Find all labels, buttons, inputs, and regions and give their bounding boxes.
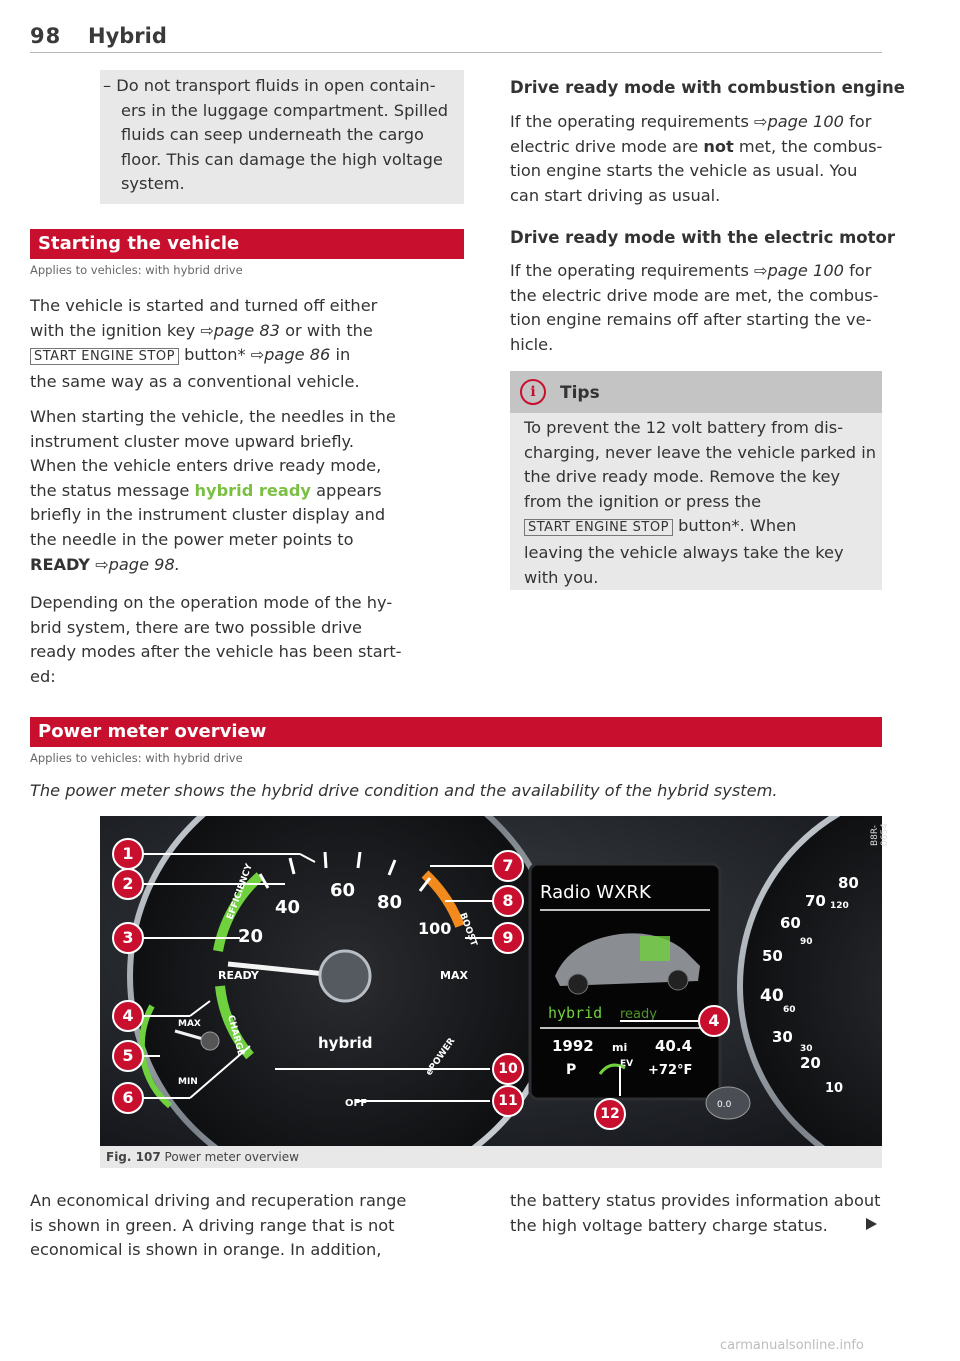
callout-3: 3 bbox=[112, 922, 144, 954]
dial-label-60: 60 bbox=[330, 880, 356, 901]
power-meter-title-bar: Power meter overview bbox=[30, 717, 882, 747]
charge-label: CHARGE bbox=[225, 1014, 246, 1057]
warning-bullet-text: – Do not transport fluids in open contain- ers in the luggage compartment. Spilled fluids can seep underneath the cargo floor. This can damage the high voltage system. bbox=[103, 76, 449, 194]
electric-heading: Drive ready mode with the electric motor bbox=[510, 228, 895, 247]
fuel-min-label: MIN bbox=[178, 1077, 198, 1087]
display-radio: Radio WXRK bbox=[540, 882, 651, 903]
speedo-50: 50 bbox=[762, 947, 783, 965]
callout-12: 12 bbox=[594, 1098, 626, 1130]
display-odometer: 1992 bbox=[552, 1037, 594, 1055]
watermark: carmanualsonline.info bbox=[720, 1338, 864, 1353]
instrument-cluster-illustration bbox=[100, 816, 882, 1146]
max-mark: MAX bbox=[440, 969, 468, 982]
speedo-90: 90 bbox=[800, 937, 813, 947]
figure-107 bbox=[100, 816, 890, 1146]
reset-button-label: 0.0 bbox=[717, 1100, 732, 1110]
speedo-20: 20 bbox=[800, 1054, 821, 1072]
dial-label-20: 20 bbox=[238, 926, 264, 947]
bottom-right-para: the battery status provides information about the high voltage battery charge status. bbox=[510, 1191, 881, 1235]
starting-para-2: When starting the vehicle, the needles in the instrument cluster move upward briefly. When the vehicle enters drive ready mode, the status message hybrid ready appears briefly in the instrument cluster display and the needle in the power meter points to READY ⇨page 98. bbox=[30, 407, 396, 574]
hybrid-ready-message: hybrid ready bbox=[194, 480, 311, 500]
starting-title-bar: Starting the vehicle bbox=[30, 229, 464, 259]
speedo-60-small: 60 bbox=[783, 1005, 796, 1015]
starting-para-1: The vehicle is started and turned off either with the ignition key ⇨page 83 or with the START ENGINE STOP button* ⇨page 86 in the same way as a conventional vehicle. bbox=[30, 296, 378, 391]
info-icon: i bbox=[520, 379, 546, 405]
ready-mark: READY bbox=[218, 969, 259, 982]
combustion-heading: Drive ready mode with combustion engine bbox=[510, 78, 905, 97]
epower-label: ePOWER bbox=[424, 1036, 458, 1078]
header-rule bbox=[30, 52, 882, 53]
callout-10: 10 bbox=[492, 1053, 524, 1085]
image-code: B8R-0654 bbox=[870, 823, 890, 846]
display-temp: +72°F bbox=[648, 1063, 693, 1078]
section-title: Hybrid bbox=[88, 24, 167, 48]
speedo-80: 80 bbox=[838, 874, 859, 892]
speedo-10: 10 bbox=[825, 1081, 844, 1096]
dial-label-40: 40 bbox=[275, 897, 301, 918]
power-applies: Applies to vehicles: with hybrid drive bbox=[30, 751, 243, 765]
dial-label-100: 100 bbox=[418, 919, 452, 938]
display-ready: ready bbox=[620, 1007, 657, 1022]
callout-4: 4 bbox=[112, 1000, 144, 1032]
callout-9: 9 bbox=[492, 922, 524, 954]
continue-arrow-icon bbox=[866, 1218, 877, 1230]
speedo-70: 70 bbox=[805, 892, 826, 910]
speedo-120: 120 bbox=[830, 901, 849, 911]
display-trip: 40.4 bbox=[655, 1037, 693, 1055]
tips-title: Tips bbox=[560, 383, 600, 403]
callout-11: 11 bbox=[492, 1085, 524, 1117]
combustion-para: If the operating requirements ⇨page 100 for electric drive mode are not met, the combus- tion engine starts the vehicle as usual. You can start driving as usual. bbox=[510, 112, 883, 205]
callout-6: 6 bbox=[112, 1082, 144, 1114]
starting-para-3: Depending on the operation mode of the hy- brid system, there are two possible drive ready modes after the vehicle has been start- ed: bbox=[30, 593, 402, 686]
speedo-60: 60 bbox=[780, 914, 801, 932]
figure-caption: Fig. 107 Power meter overview bbox=[106, 1150, 299, 1164]
dial-hybrid-logo: hybrid bbox=[318, 1034, 373, 1052]
page-number: 98 bbox=[30, 24, 62, 48]
off-mark: OFF bbox=[345, 1098, 368, 1109]
dial-label-80: 80 bbox=[377, 892, 403, 913]
electric-para: If the operating requirements ⇨page 100 for the electric drive mode are met, the combus- tion engine remains off after starting the ve- hicle. bbox=[510, 261, 879, 354]
speedo-40: 40 bbox=[760, 986, 784, 1006]
display-ev: EV bbox=[620, 1059, 634, 1069]
display-hybrid: hybrid bbox=[548, 1004, 603, 1022]
callout-8: 8 bbox=[492, 885, 524, 917]
tips-text: To prevent the 12 volt battery from dis- charging, never leave the vehicle parked in the drive ready mode. Remove the key from the ignition or press the START ENGINE STOP button*. When leaving the vehicle always take the key with you. bbox=[524, 418, 876, 587]
efficiency-label: EFFICIENCY bbox=[225, 862, 255, 922]
callout-5: 5 bbox=[112, 1040, 144, 1072]
callout-7: 7 bbox=[492, 850, 524, 882]
display-gear: P bbox=[566, 1062, 577, 1078]
speedo-30: 30 bbox=[772, 1028, 793, 1046]
bottom-left-para: An economical driving and recuperation range is shown in green. A driving range that is not economical is shown in orange. In addition, bbox=[30, 1191, 407, 1260]
callout-1: 1 bbox=[112, 838, 144, 870]
speedo-30-small: 30 bbox=[800, 1044, 813, 1054]
callout-2: 2 bbox=[112, 868, 144, 900]
callout-4-display: 4 bbox=[698, 1005, 730, 1037]
fuel-max-label: MAX bbox=[178, 1019, 201, 1029]
power-intro: The power meter shows the hybrid drive condition and the availability of the hybrid system. bbox=[30, 781, 778, 800]
boost-label: BOOST bbox=[457, 911, 479, 948]
display-odo-unit: mi bbox=[612, 1041, 628, 1054]
starting-applies: Applies to vehicles: with hybrid drive bbox=[30, 263, 243, 277]
